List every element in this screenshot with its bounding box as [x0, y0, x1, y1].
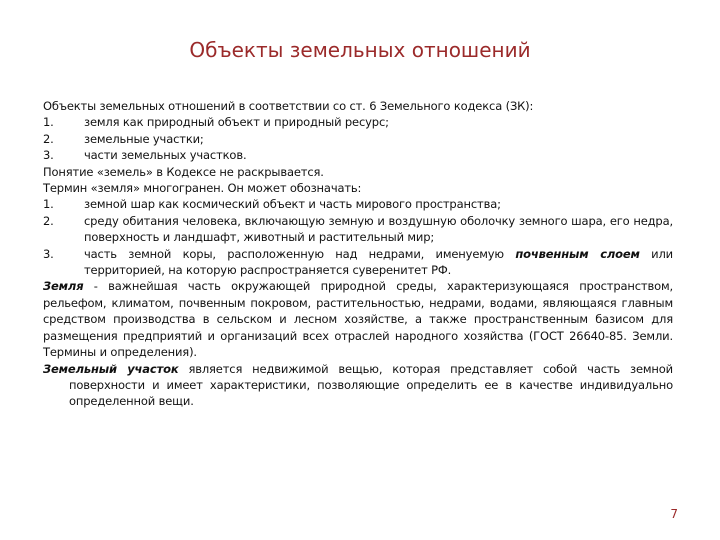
list-text-before: часть земной коры, расположенную над недрами, именуемую [84, 246, 516, 261]
list-text-after: или территорией, на которую распространяется суверенитет РФ. [84, 246, 674, 278]
zemlya-text: - важнейшая часть окружающей природной среды, характеризующаяся пространством, рельефом, климатом, почвенным покровом, растительностью, недрами, водами, являющаяся главным средством производства в сельском и лесном хозяйстве, а также пространственным базисом для размещения предприятий и организаций всех отраслей народного хозяйства (ГОСТ 26640-85. Земли. Термины и определения). [43, 279, 673, 360]
list-number: 3. [43, 246, 54, 261]
term-line: Термин «земля» многогранен. Он может обозначать: [43, 181, 362, 196]
slide-title: Объекты земельных отношений [189, 38, 531, 62]
concept-line: Понятие «земель» в Кодексе не раскрывается. [43, 164, 324, 179]
list-number: 1. [43, 115, 54, 130]
list-text: земля как природный объект и природный ресурс; [84, 115, 389, 130]
soil-layer-term: почвенным слоем [515, 246, 640, 261]
uchastok-term: Земельный участок [43, 361, 179, 376]
list-number: 2. [43, 213, 54, 228]
slide-body [43, 98, 673, 410]
uchastok-definition [43, 361, 673, 410]
list1-item-1 [43, 114, 673, 130]
list-text: среду обитания человека, включающую земную и воздушную оболочку земного шара, его недра, поверхность и ландшафт, животный и растительный мир; [84, 213, 673, 245]
list2-item-2 [43, 213, 673, 246]
list-text: части земельных участков. [84, 148, 247, 163]
list2-item-3 [43, 246, 673, 279]
list1-item-3 [43, 147, 673, 163]
intro-line: Объекты земельных отношений в соответствии со ст. 6 Земельного кодекса (ЗК): [43, 99, 534, 113]
zemlya-term: Земля [43, 279, 84, 294]
list-number: 1. [43, 197, 54, 212]
list-text [84, 246, 673, 279]
uchastok-text: является недвижимой вещью, которая представляет собой часть земной поверхности и имеет характеристики, позволяющие определить ее в качестве индивидуально определенной вещи. [69, 361, 673, 409]
page-number: 7 [670, 507, 678, 521]
list-number: 2. [43, 131, 54, 146]
list-text: земной шар как космический объект и часть мирового пространства; [84, 197, 501, 212]
list2-item-1 [43, 196, 673, 212]
list-number: 3. [43, 148, 54, 163]
list1-item-2 [43, 131, 673, 147]
zemlya-definition [43, 278, 673, 360]
list-text: земельные участки; [84, 131, 204, 146]
